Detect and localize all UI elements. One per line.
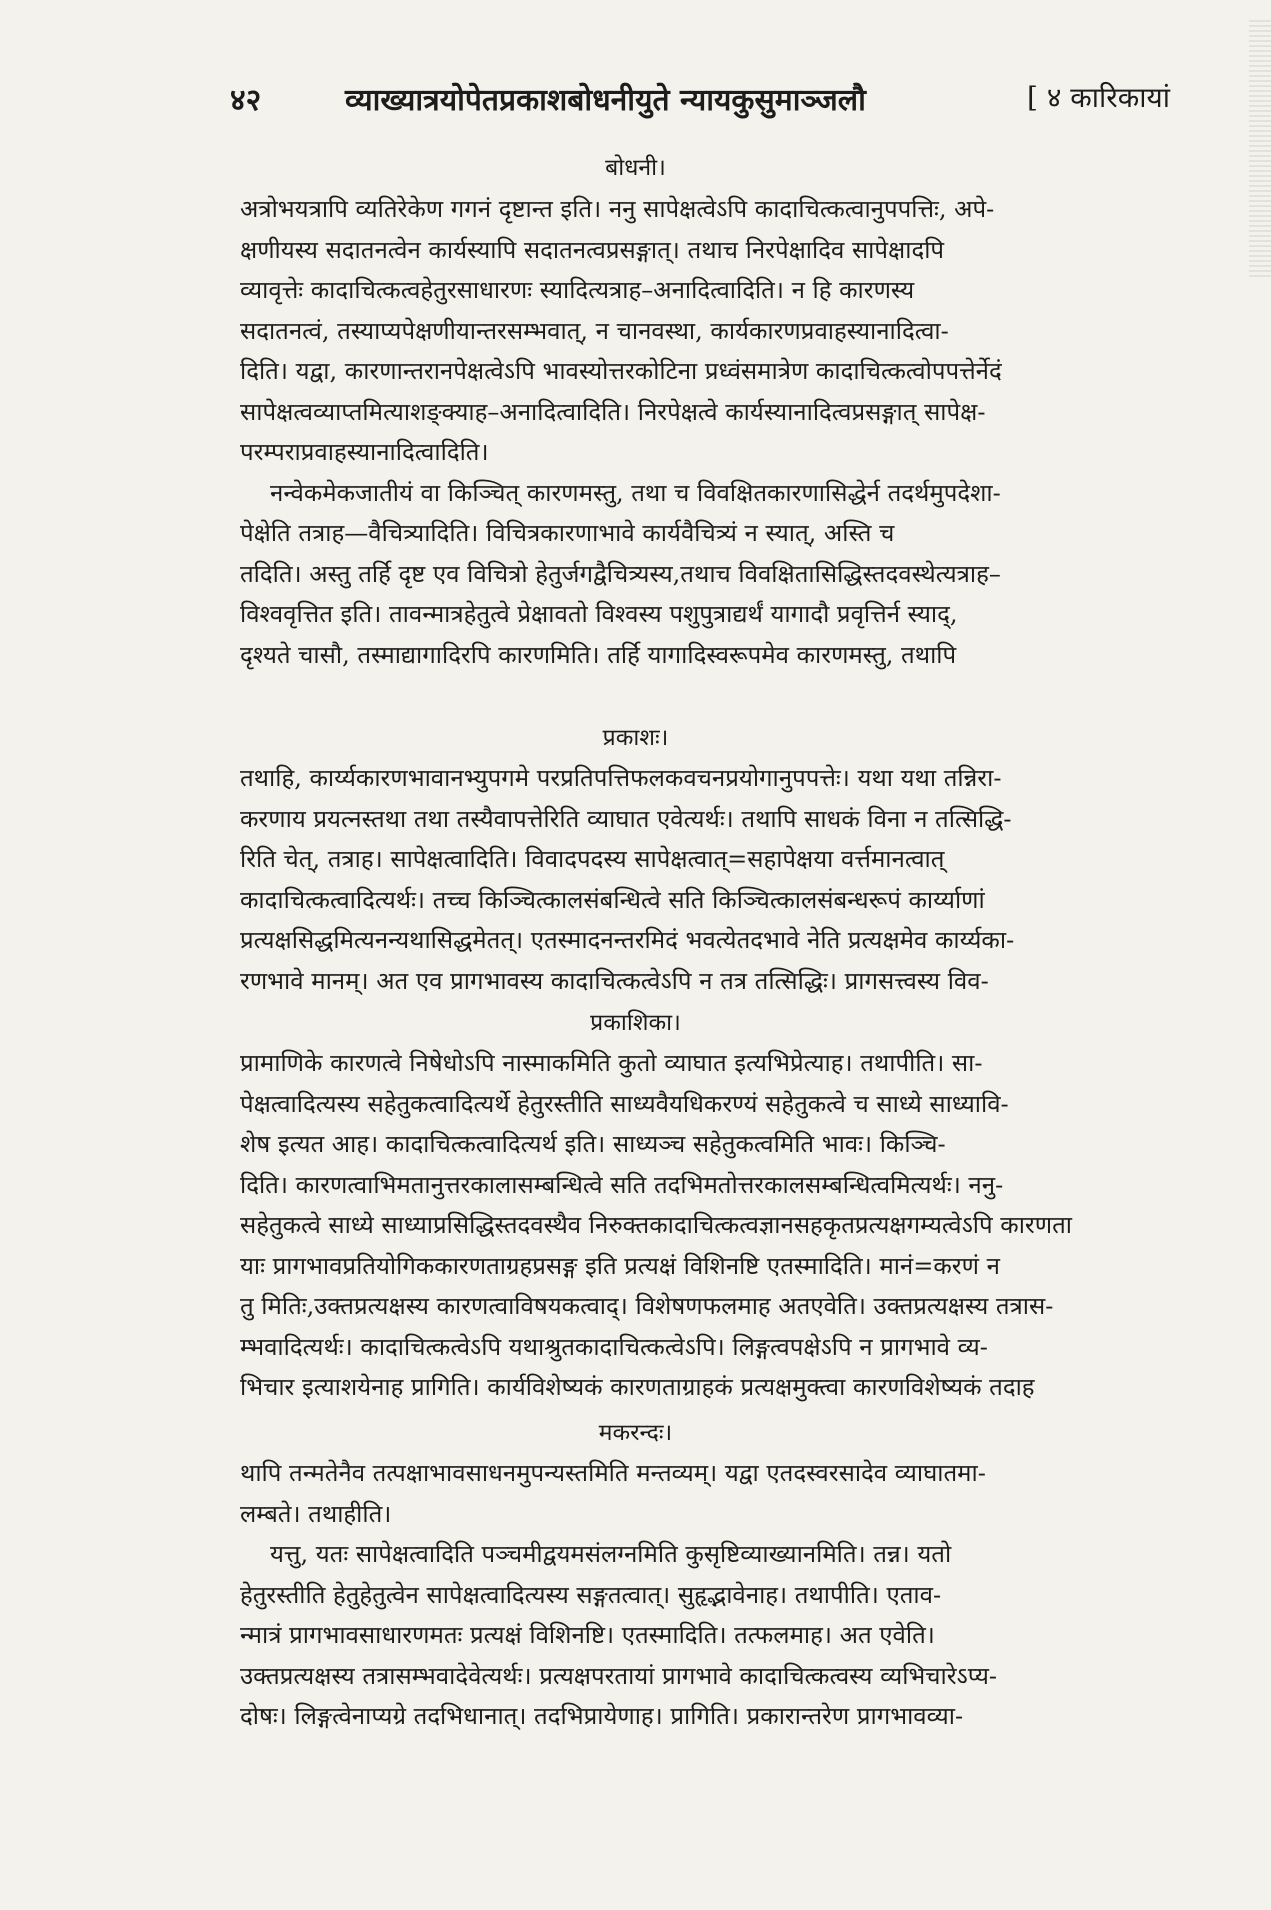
commentary-prakasha: [240, 758, 1170, 1001]
text-line: तथाहि, कार्य्यकारणभावानभ्युपगमे परप्रतिपत्तिफलकवचनप्रयोगानुपपत्तेः। यथा यथा तन्निरा-: [240, 764, 1002, 792]
commentary-bodhani: [240, 189, 1170, 675]
text-line: दृश्यते चासौ, तस्माद्यागादिरपि कारणमिति। तर्हि यागादिस्वरूपमेव कारणमस्तु, तथापि: [240, 640, 957, 669]
text-line: कादाचित्कत्वादित्यर्थः। तच्च किञ्चित्कालसंबन्धित्वे सति किञ्चित्कालसंबन्धरूपं कार्य्याणां: [240, 885, 985, 914]
text-line: भिचार इत्याशयेनाह प्रागिति। कार्यविशेष्यकं कारणताग्राहकं प्रत्यक्षमुक्त्वा कारणविशेष्यकं तदाह: [240, 1373, 1035, 1401]
text-line: क्षणीयस्य सदातनत्वेन कार्यस्यापि सदातनत्वप्रसङ्गात्। तथाच निरपेक्षादिव सापेक्षादपि: [240, 235, 945, 264]
text-line: अत्रोभयत्रापि व्यतिरेकेण गगनं दृष्टान्त इति। ननु सापेक्षत्वेऽपि कादाचित्कत्वानुपपत्तिः, अपे-: [240, 195, 995, 223]
text-line: करणाय प्रयत्नस्तथा तथा तस्यैवापत्तेरिति व्याघात एवेत्यर्थः। तथापि साधकं विना न तत्सिद्धि-: [240, 804, 1012, 833]
heading-prakasha: प्रकाशः।: [602, 725, 669, 751]
text-line: विश्ववृत्तित इति। तावन्मात्रहेतुत्वे प्रेक्षावतो विश्वस्य पशुपुत्राद्यर्थं यागादौ प्रवृत्तिर्न स्याद्,: [240, 600, 958, 628]
commentary-makaranda: [240, 1453, 1170, 1737]
text-line: रणभावे मानम्। अत एव प्रागभावस्य कादाचित्कत्वेऽपि न तत्र तत्सिद्धिः। प्रागसत्त्वस्य विव-: [240, 966, 989, 995]
text-line: दोषः। लिङ्गत्वेनाप्यग्रे तदभिधानात्। तदभिप्रायेणाह। प्रागिति। प्रकारान्तरेण प्रागभावव्या-: [240, 1702, 964, 1730]
text-line: तु मितिः,उक्तप्रत्यक्षस्य कारणत्वाविषयकत्वाद्। विशेषणफलमाह अतएवेति। उक्तप्रत्यक्षस्य तत्रास-: [240, 1292, 1054, 1320]
text-line: हेतुरस्तीति हेतुहेतुत्वेन सापेक्षत्वादित्यस्य सङ्गतत्वात्। सुहृद्भावेनाह। तथापीति। एताव-: [240, 1580, 942, 1609]
text-line: परम्पराप्रवाहस्यानादित्वादिति।: [240, 438, 489, 466]
text-line: तदिति। अस्तु तर्हि दृष्ट एव विचित्रो हेतुर्जगद्वैचित्र्यस्य,तथाच विवक्षितासिद्धिस्तदवस्थेत्यत्राह–: [240, 559, 1001, 588]
commentary-prakashika: [240, 1043, 1170, 1408]
heading-makaranda: मकरन्दः।: [598, 1420, 673, 1446]
text-line: सहेतुकत्वे साध्ये साध्याप्रसिद्धिस्तदवस्थैव निरुक्तकादाचित्कत्वज्ञानसहकृतप्रत्यक्षगम्यत्वेऽपि कारणता: [240, 1211, 1072, 1239]
text-line: सापेक्षत्वव्याप्तमित्याशङ्क्याह–अनादित्वादिति। निरपेक्षत्वे कार्यस्यानादित्वप्रसङ्गात् सापेक्ष-: [240, 397, 986, 426]
page-number: ४२: [230, 83, 262, 118]
book-title: व्याख्यात्रयोपेतप्रकाशबोधनीयुते न्यायकुसुमाञ्जलौ: [345, 83, 866, 118]
text-line: यत्तु, यतः सापेक्षत्वादिति पञ्चमीद्वयमसंलग्नमिति कुसृष्टिव्याख्यानमिति। तन्न। यतो: [270, 1540, 952, 1568]
text-line: प्रामाणिके कारणत्वे निषेधोऽपि नास्माकमिति कुतो व्याघात इत्यभिप्रेत्याह। तथापीति। सा-: [240, 1049, 983, 1077]
text-line: म्भवादित्यर्थः। कादाचित्कत्वेऽपि यथाश्रुतकादाचित्कत्वेऽपि। लिङ्गत्वपक्षेऽपि न प्रागभावे व्य-: [240, 1332, 988, 1361]
text-line: व्यावृत्तेः कादाचित्कत्वहेतुरसाधारणः स्यादित्यत्राह–अनादित्वादिति। न हि कारणस्य: [240, 276, 915, 304]
text-line: नन्वेकमेकजातीयं वा किञ्चित् कारणमस्तु, तथा च विवक्षितकारणासिद्धेर्न तदर्थमुपदेशा-: [270, 478, 1001, 507]
text-line: उक्तप्रत्यक्षस्य तत्रासम्भवादेवेत्यर्थः। प्रत्यक्षपरतायां प्रागभावे कादाचित्कत्वस्य व्यभिचारेऽप्य-: [240, 1661, 998, 1690]
heading-prakashika: प्रकाशिका।: [590, 1010, 681, 1036]
text-line: प्रत्यक्षसिद्धमित्यनन्यथासिद्धमेतत्। एतस्मादनन्तरमिदं भवत्येतदभावे नेति प्रत्यक्षमेव कार्य्यका-: [240, 926, 1015, 954]
text-line: याः प्रागभावप्रतियोगिककारणताग्रहप्रसङ्ग इति प्रत्यक्षं विशिनष्टि एतस्मादिति। मानं=करणं न: [240, 1251, 1000, 1280]
text-line: पेक्षेति तत्राह—वैचित्र्यादिति। विचित्रकारणाभावे कार्यवैचित्र्यं न स्यात्, अस्ति च: [240, 519, 895, 547]
text-line: न्मात्रं प्रागभावसाधारणमतः प्रत्यक्षं विशिनष्टि। एतस्मादिति। तत्फलमाह। अत एवेति।: [240, 1621, 935, 1649]
text-line: सदातनत्वं, तस्याप्यपेक्षणीयान्तरसम्भवात्, न चानवस्था, कार्यकारणप्रवाहस्यानादित्वा-: [240, 316, 949, 345]
text-line: लम्बते। तथाहीति।: [240, 1499, 392, 1528]
text-line: दिति। यद्वा, कारणान्तरानपेक्षत्वेऽपि भावस्योत्तरकोटिना प्रध्वंसमात्रेण कादाचित्कत्वोपपत्तेर्नेदं: [240, 357, 1002, 385]
text-line: शेष इत्यत आह। कादाचित्कत्वादित्यर्थ इति। साध्यञ्च सहेतुकत्वमिति भावः। किञ्चि-: [240, 1130, 946, 1158]
text-line: रिति चेत्, तत्राह। सापेक्षत्वादिति। विवादपदस्य सापेक्षत्वात्=सहापेक्षया वर्त्तमानत्वात्: [240, 845, 945, 873]
running-header: [230, 78, 1170, 124]
text-line: थापि तन्मतेनैव तत्पक्षाभावसाधनमुपन्यस्तमिति मन्तव्यम्। यद्वा एतदस्वरसादेव व्याघातमा-: [240, 1459, 986, 1487]
text-line: पेक्षत्वादित्यस्य सहेतुकत्वादित्यर्थे हेतुरस्तीति साध्यवैयधिकरण्यं सहेतुकत्वे च साध्ये साध्यावि-: [240, 1089, 1009, 1118]
heading-bodhani: बोधनी।: [605, 155, 666, 181]
section-marker: [ ४ कारिकायां: [1027, 81, 1170, 114]
text-line: दिति। कारणत्वाभिमतानुत्तरकालासम्बन्धित्वे सति तदभिमतोत्तरकालसम्बन्धित्वमित्यर्थः। ननु-: [240, 1170, 1004, 1199]
